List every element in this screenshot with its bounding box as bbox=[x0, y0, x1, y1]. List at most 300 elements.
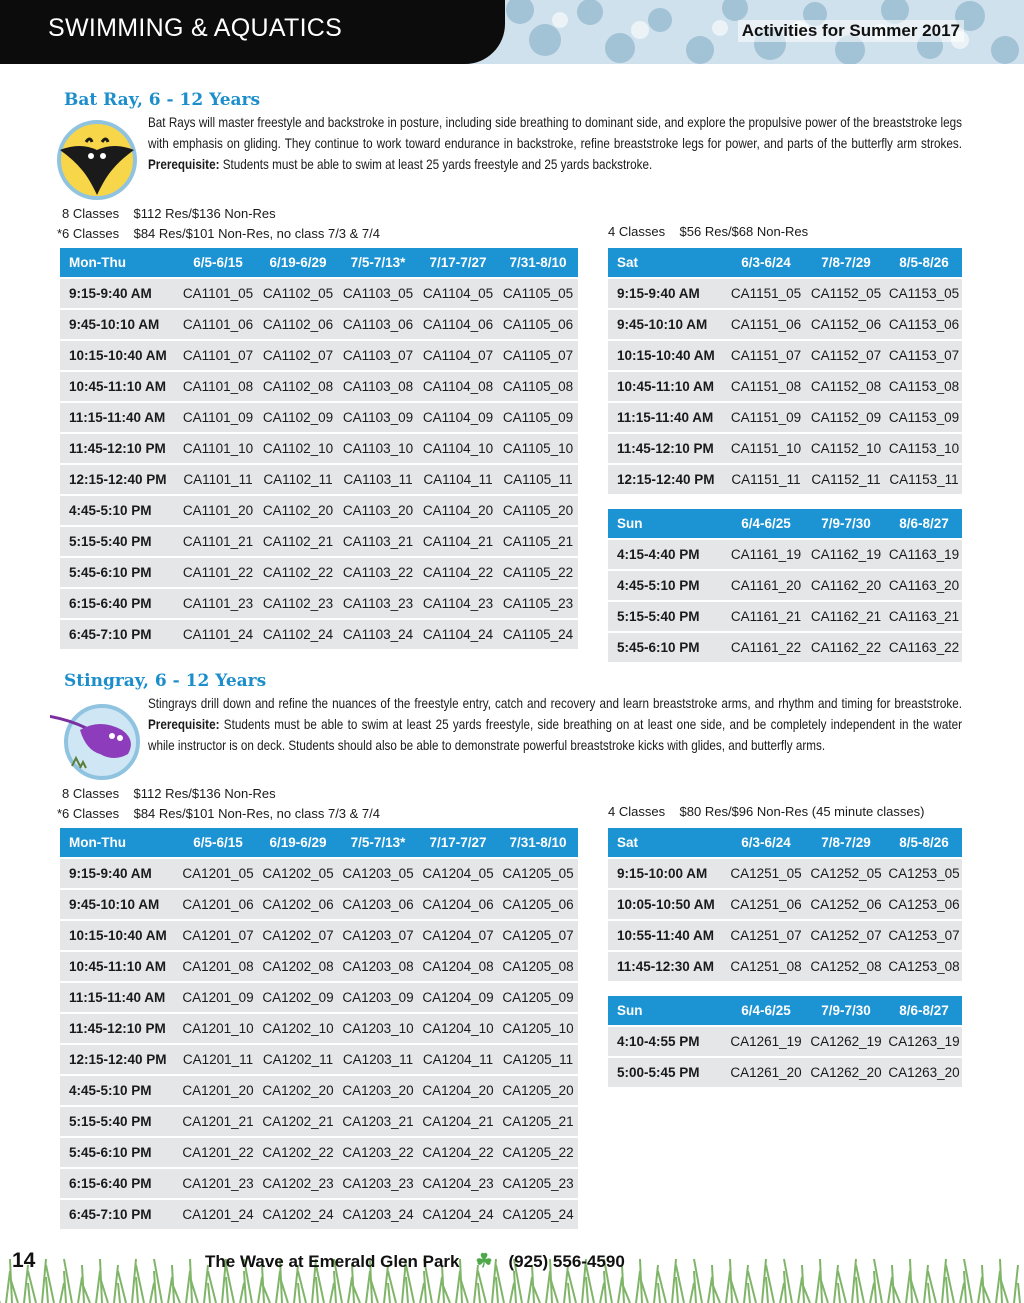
course-code: CA1103_05 bbox=[338, 279, 418, 310]
class-time: 10:15-10:40 AM bbox=[60, 341, 178, 372]
table-row bbox=[608, 859, 962, 890]
course-code: CA1252_08 bbox=[806, 952, 886, 983]
course-code: CA1105_23 bbox=[498, 589, 578, 620]
course-code: CA1151_09 bbox=[726, 403, 806, 434]
day-header: Sat bbox=[608, 828, 726, 859]
course-code: CA1205_06 bbox=[498, 890, 578, 921]
course-code: CA1202_10 bbox=[258, 1014, 338, 1045]
stingray-sunday-schedule bbox=[608, 996, 962, 1089]
course-code: CA1102_06 bbox=[258, 310, 338, 341]
course-code: CA1151_10 bbox=[726, 434, 806, 465]
class-time: 10:05-10:50 AM bbox=[608, 890, 726, 921]
page-header bbox=[0, 0, 1024, 64]
class-time: 6:45-7:10 PM bbox=[60, 1200, 178, 1231]
course-code: CA1101_08 bbox=[178, 372, 258, 403]
course-code: CA1153_08 bbox=[886, 372, 962, 403]
session-date-header: 7/17-7/27 bbox=[418, 248, 498, 279]
course-code: CA1104_05 bbox=[418, 279, 498, 310]
course-code: CA1251_07 bbox=[726, 921, 806, 952]
table-row bbox=[608, 633, 962, 664]
class-time: 9:45-10:10 AM bbox=[608, 310, 726, 341]
table-row bbox=[608, 571, 962, 602]
course-code: CA1104_06 bbox=[418, 310, 498, 341]
course-code: CA1203_20 bbox=[338, 1076, 418, 1107]
course-code: CA1103_10 bbox=[338, 434, 418, 465]
class-time: 11:45-12:30 AM bbox=[608, 952, 726, 983]
course-code: CA1202_20 bbox=[258, 1076, 338, 1107]
table-header-row bbox=[608, 248, 962, 279]
day-header: Sat bbox=[608, 248, 726, 279]
weekday-pricing-line-1: 8 Classes $112 Res/$136 Non-Res bbox=[62, 786, 276, 801]
course-code: CA1102_10 bbox=[258, 434, 338, 465]
course-code: CA1103_20 bbox=[338, 496, 418, 527]
stingray-icon bbox=[50, 700, 145, 780]
class-time: 5:45-6:10 PM bbox=[60, 1138, 178, 1169]
class-time: 4:45-5:10 PM bbox=[60, 1076, 178, 1107]
course-code: CA1104_08 bbox=[418, 372, 498, 403]
table-row bbox=[60, 1169, 578, 1200]
course-code: CA1203_05 bbox=[338, 859, 418, 890]
course-code: CA1104_10 bbox=[418, 434, 498, 465]
course-code: CA1205_11 bbox=[498, 1045, 578, 1076]
course-code: CA1161_20 bbox=[726, 571, 806, 602]
table-row bbox=[60, 372, 578, 403]
table-row bbox=[60, 952, 578, 983]
table-row bbox=[60, 496, 578, 527]
course-code: CA1202_24 bbox=[258, 1200, 338, 1231]
table-row bbox=[60, 859, 578, 890]
course-code: CA1104_21 bbox=[418, 527, 498, 558]
program-title-bat-ray: Bat Ray, 6 - 12 Years bbox=[64, 90, 261, 110]
course-code: CA1201_23 bbox=[178, 1169, 258, 1200]
course-code: CA1105_24 bbox=[498, 620, 578, 651]
course-code: CA1103_07 bbox=[338, 341, 418, 372]
course-code: CA1103_23 bbox=[338, 589, 418, 620]
footer-contact-line bbox=[205, 1250, 625, 1273]
course-code: CA1204_06 bbox=[418, 890, 498, 921]
course-code: CA1203_22 bbox=[338, 1138, 418, 1169]
class-time: 9:45-10:10 AM bbox=[60, 890, 178, 921]
class-time: 11:45-12:10 PM bbox=[60, 434, 178, 465]
course-code: CA1102_23 bbox=[258, 589, 338, 620]
table-row bbox=[60, 465, 578, 496]
course-code: CA1201_20 bbox=[178, 1076, 258, 1107]
course-code: CA1103_08 bbox=[338, 372, 418, 403]
course-code: CA1205_08 bbox=[498, 952, 578, 983]
session-date-header: 7/31-8/10 bbox=[498, 828, 578, 859]
table-row bbox=[60, 1045, 578, 1076]
course-code: CA1201_07 bbox=[178, 921, 258, 952]
class-time: 10:15-10:40 AM bbox=[60, 921, 178, 952]
course-code: CA1161_22 bbox=[726, 633, 806, 664]
course-code: CA1101_20 bbox=[178, 496, 258, 527]
course-code: CA1151_11 bbox=[726, 465, 806, 496]
day-header: Mon-Thu bbox=[60, 828, 178, 859]
course-code: CA1203_24 bbox=[338, 1200, 418, 1231]
table-header-row bbox=[608, 509, 962, 540]
course-code: CA1204_11 bbox=[418, 1045, 498, 1076]
course-code: CA1201_05 bbox=[178, 859, 258, 890]
course-code: CA1202_22 bbox=[258, 1138, 338, 1169]
table-row bbox=[608, 890, 962, 921]
course-code: CA1204_10 bbox=[418, 1014, 498, 1045]
class-time: 4:45-5:10 PM bbox=[608, 571, 726, 602]
session-date-header: 7/8-7/29 bbox=[806, 248, 886, 279]
course-code: CA1203_07 bbox=[338, 921, 418, 952]
table-row bbox=[60, 558, 578, 589]
bat-ray-saturday-schedule bbox=[608, 248, 962, 496]
class-time: 11:15-11:40 AM bbox=[60, 403, 178, 434]
table-row bbox=[608, 403, 962, 434]
stingray-weekday-schedule bbox=[60, 828, 578, 1231]
course-code: CA1263_19 bbox=[886, 1027, 962, 1058]
bat-ray-icon bbox=[50, 120, 145, 200]
course-code: CA1163_21 bbox=[886, 602, 962, 633]
stingray-saturday-schedule bbox=[608, 828, 962, 983]
table-row bbox=[60, 1076, 578, 1107]
course-code: CA1105_11 bbox=[498, 465, 578, 496]
course-code: CA1101_09 bbox=[178, 403, 258, 434]
class-time: 5:15-5:40 PM bbox=[60, 1107, 178, 1138]
class-time: 4:45-5:10 PM bbox=[60, 496, 178, 527]
course-code: CA1101_24 bbox=[178, 620, 258, 651]
course-code: CA1103_22 bbox=[338, 558, 418, 589]
course-code: CA1204_20 bbox=[418, 1076, 498, 1107]
weekday-pricing-line-1: 8 Classes $112 Res/$136 Non-Res bbox=[62, 206, 276, 221]
class-time: 12:15-12:40 PM bbox=[608, 465, 726, 496]
prerequisite-label: Prerequisite: bbox=[148, 717, 220, 732]
course-code: CA1203_21 bbox=[338, 1107, 418, 1138]
prerequisite-label: Prerequisite: bbox=[148, 157, 220, 172]
course-code: CA1205_10 bbox=[498, 1014, 578, 1045]
course-code: CA1153_11 bbox=[886, 465, 962, 496]
session-date-header: 7/5-7/13* bbox=[338, 828, 418, 859]
course-code: CA1202_07 bbox=[258, 921, 338, 952]
course-code: CA1102_21 bbox=[258, 527, 338, 558]
class-time: 6:45-7:10 PM bbox=[60, 620, 178, 651]
table-row bbox=[60, 279, 578, 310]
page-number: 14 bbox=[12, 1249, 36, 1272]
course-code: CA1104_24 bbox=[418, 620, 498, 651]
course-code: CA1162_20 bbox=[806, 571, 886, 602]
course-code: CA1252_07 bbox=[806, 921, 886, 952]
class-time: 9:15-9:40 AM bbox=[608, 279, 726, 310]
course-code: CA1202_06 bbox=[258, 890, 338, 921]
course-code: CA1101_07 bbox=[178, 341, 258, 372]
course-code: CA1101_21 bbox=[178, 527, 258, 558]
course-code: CA1152_11 bbox=[806, 465, 886, 496]
course-code: CA1203_08 bbox=[338, 952, 418, 983]
course-code: CA1105_20 bbox=[498, 496, 578, 527]
course-code: CA1104_22 bbox=[418, 558, 498, 589]
course-code: CA1104_23 bbox=[418, 589, 498, 620]
course-code: CA1202_23 bbox=[258, 1169, 338, 1200]
course-code: CA1161_21 bbox=[726, 602, 806, 633]
course-code: CA1151_08 bbox=[726, 372, 806, 403]
course-code: CA1152_05 bbox=[806, 279, 886, 310]
course-code: CA1105_07 bbox=[498, 341, 578, 372]
class-time: 4:15-4:40 PM bbox=[608, 540, 726, 571]
session-date-header: 6/3-6/24 bbox=[726, 248, 806, 279]
course-code: CA1151_07 bbox=[726, 341, 806, 372]
session-date-header: 6/4-6/25 bbox=[726, 509, 806, 540]
course-code: CA1152_06 bbox=[806, 310, 886, 341]
course-code: CA1202_11 bbox=[258, 1045, 338, 1076]
session-date-header: 6/3-6/24 bbox=[726, 828, 806, 859]
class-time: 9:15-9:40 AM bbox=[60, 859, 178, 890]
class-time: 6:15-6:40 PM bbox=[60, 589, 178, 620]
course-code: CA1104_07 bbox=[418, 341, 498, 372]
course-code: CA1105_21 bbox=[498, 527, 578, 558]
course-code: CA1201_09 bbox=[178, 983, 258, 1014]
course-code: CA1202_05 bbox=[258, 859, 338, 890]
course-code: CA1103_06 bbox=[338, 310, 418, 341]
table-row bbox=[60, 620, 578, 651]
course-code: CA1203_06 bbox=[338, 890, 418, 921]
table-row bbox=[608, 602, 962, 633]
table-row bbox=[60, 1014, 578, 1045]
class-time: 10:45-11:10 AM bbox=[60, 952, 178, 983]
session-date-header: 8/6-8/27 bbox=[886, 509, 962, 540]
day-header: Sun bbox=[608, 996, 726, 1027]
class-time: 5:00-5:45 PM bbox=[608, 1058, 726, 1089]
course-code: CA1151_06 bbox=[726, 310, 806, 341]
course-code: CA1102_09 bbox=[258, 403, 338, 434]
table-row bbox=[608, 1027, 962, 1058]
course-code: CA1161_19 bbox=[726, 540, 806, 571]
course-code: CA1251_05 bbox=[726, 859, 806, 890]
course-code: CA1205_05 bbox=[498, 859, 578, 890]
course-code: CA1102_20 bbox=[258, 496, 338, 527]
class-time: 9:15-10:00 AM bbox=[608, 859, 726, 890]
class-time: 10:15-10:40 AM bbox=[608, 341, 726, 372]
course-code: CA1204_09 bbox=[418, 983, 498, 1014]
weekend-pricing: 4 Classes $56 Res/$68 Non-Res bbox=[608, 224, 809, 239]
course-code: CA1162_19 bbox=[806, 540, 886, 571]
course-code: CA1201_10 bbox=[178, 1014, 258, 1045]
course-code: CA1203_09 bbox=[338, 983, 418, 1014]
course-code: CA1105_08 bbox=[498, 372, 578, 403]
session-date-header: 7/8-7/29 bbox=[806, 828, 886, 859]
course-code: CA1104_09 bbox=[418, 403, 498, 434]
bat-ray-weekday-schedule bbox=[60, 248, 578, 651]
table-row bbox=[608, 434, 962, 465]
table-header-row bbox=[60, 248, 578, 279]
course-code: CA1201_24 bbox=[178, 1200, 258, 1231]
course-code: CA1101_05 bbox=[178, 279, 258, 310]
course-code: CA1203_23 bbox=[338, 1169, 418, 1200]
course-code: CA1105_22 bbox=[498, 558, 578, 589]
course-code: CA1262_20 bbox=[806, 1058, 886, 1089]
session-date-header: 7/17-7/27 bbox=[418, 828, 498, 859]
course-code: CA1201_21 bbox=[178, 1107, 258, 1138]
table-row bbox=[60, 403, 578, 434]
session-date-header: 6/5-6/15 bbox=[178, 248, 258, 279]
session-date-header: 8/5-8/26 bbox=[886, 828, 962, 859]
course-code: CA1204_23 bbox=[418, 1169, 498, 1200]
class-time: 5:45-6:10 PM bbox=[60, 558, 178, 589]
table-header-row bbox=[608, 996, 962, 1027]
table-row bbox=[608, 341, 962, 372]
course-code: CA1162_21 bbox=[806, 602, 886, 633]
course-code: CA1153_07 bbox=[886, 341, 962, 372]
course-code: CA1153_09 bbox=[886, 403, 962, 434]
course-code: CA1251_06 bbox=[726, 890, 806, 921]
course-code: CA1201_08 bbox=[178, 952, 258, 983]
session-date-header: 7/9-7/30 bbox=[806, 996, 886, 1027]
course-code: CA1102_05 bbox=[258, 279, 338, 310]
table-row bbox=[608, 279, 962, 310]
course-code: CA1105_09 bbox=[498, 403, 578, 434]
course-code: CA1153_06 bbox=[886, 310, 962, 341]
course-code: CA1202_21 bbox=[258, 1107, 338, 1138]
table-row bbox=[60, 310, 578, 341]
session-date-header: 8/5-8/26 bbox=[886, 248, 962, 279]
session-date-header: 8/6-8/27 bbox=[886, 996, 962, 1027]
class-time: 10:55-11:40 AM bbox=[608, 921, 726, 952]
class-time: 11:45-12:10 PM bbox=[60, 1014, 178, 1045]
course-code: CA1105_05 bbox=[498, 279, 578, 310]
class-time: 12:15-12:40 PM bbox=[60, 465, 178, 496]
table-row bbox=[608, 465, 962, 496]
weekday-pricing-line-2: *6 Classes $84 Res/$101 Non-Res, no class 7/3 & 7/4 bbox=[57, 806, 381, 821]
table-row bbox=[608, 310, 962, 341]
course-code: CA1205_09 bbox=[498, 983, 578, 1014]
session-date-header: 6/19-6/29 bbox=[258, 828, 338, 859]
table-row bbox=[60, 890, 578, 921]
weekday-pricing-line-2: *6 Classes $84 Res/$101 Non-Res, no class 7/3 & 7/4 bbox=[57, 226, 381, 241]
phone-number: (925) 556-4590 bbox=[508, 1252, 625, 1271]
course-code: CA1205_21 bbox=[498, 1107, 578, 1138]
course-code: CA1203_11 bbox=[338, 1045, 418, 1076]
program-description-stingray: Stingrays drill down and refine the nuances of the freestyle entry, catch and recovery and learn breaststroke arms, and rhythm and timing for breaststroke. Prerequisite: Students must be able to swim at least 25 yards freestyle, side breathing on at least one side, and be completely independent in the water while instructor is on deck. Students should also be able to demonstrate powerful breaststroke kicks with glides, and butterfly arms. bbox=[148, 696, 962, 753]
course-code: CA1204_05 bbox=[418, 859, 498, 890]
course-code: CA1205_22 bbox=[498, 1138, 578, 1169]
page-footer bbox=[0, 1236, 1024, 1303]
table-row bbox=[60, 1107, 578, 1138]
course-code: CA1204_07 bbox=[418, 921, 498, 952]
day-header: Mon-Thu bbox=[60, 248, 178, 279]
class-time: 10:45-11:10 AM bbox=[60, 372, 178, 403]
table-row bbox=[608, 372, 962, 403]
class-time: 6:15-6:40 PM bbox=[60, 1169, 178, 1200]
venue-name: The Wave at Emerald Glen Park bbox=[205, 1252, 460, 1271]
course-code: CA1262_19 bbox=[806, 1027, 886, 1058]
class-time: 11:15-11:40 AM bbox=[60, 983, 178, 1014]
class-time: 4:10-4:55 PM bbox=[608, 1027, 726, 1058]
course-code: CA1252_05 bbox=[806, 859, 886, 890]
course-code: CA1103_09 bbox=[338, 403, 418, 434]
table-row bbox=[60, 1200, 578, 1231]
table-row bbox=[608, 952, 962, 983]
session-date-header: 7/9-7/30 bbox=[806, 509, 886, 540]
course-code: CA1202_08 bbox=[258, 952, 338, 983]
course-code: CA1102_11 bbox=[258, 465, 338, 496]
table-row bbox=[60, 921, 578, 952]
table-row bbox=[60, 589, 578, 620]
course-code: CA1152_09 bbox=[806, 403, 886, 434]
course-code: CA1102_24 bbox=[258, 620, 338, 651]
table-row bbox=[608, 540, 962, 571]
table-row bbox=[60, 983, 578, 1014]
course-code: CA1252_06 bbox=[806, 890, 886, 921]
course-code: CA1201_11 bbox=[178, 1045, 258, 1076]
class-time: 11:15-11:40 AM bbox=[608, 403, 726, 434]
program-description-bat-ray: Bat Rays will master freestyle and backstroke in posture, including side breathing to dominant side, and explore the propulsive power of the breaststroke legs with emphasis on gliding. They continue to work toward endurance in backstroke, refine breaststroke legs for power, and parts of the butterfly arm strokes. Prerequisite: Students must be able to swim at least 25 yards freestyle and 25 yards backstroke. bbox=[148, 115, 962, 172]
course-code: CA1101_06 bbox=[178, 310, 258, 341]
class-time: 9:15-9:40 AM bbox=[60, 279, 178, 310]
course-code: CA1253_08 bbox=[886, 952, 962, 983]
course-code: CA1103_21 bbox=[338, 527, 418, 558]
session-date-header: 6/19-6/29 bbox=[258, 248, 338, 279]
course-code: CA1205_07 bbox=[498, 921, 578, 952]
course-code: CA1253_06 bbox=[886, 890, 962, 921]
table-header-row bbox=[60, 828, 578, 859]
table-row bbox=[60, 341, 578, 372]
course-code: CA1102_08 bbox=[258, 372, 338, 403]
course-code: CA1163_20 bbox=[886, 571, 962, 602]
course-code: CA1204_08 bbox=[418, 952, 498, 983]
course-code: CA1261_20 bbox=[726, 1058, 806, 1089]
course-code: CA1201_22 bbox=[178, 1138, 258, 1169]
table-row bbox=[60, 434, 578, 465]
course-code: CA1101_11 bbox=[178, 465, 258, 496]
class-time: 10:45-11:10 AM bbox=[608, 372, 726, 403]
class-time: 5:45-6:10 PM bbox=[608, 633, 726, 664]
program-title-stingray: Stingray, 6 - 12 Years bbox=[64, 671, 267, 691]
course-code: CA1153_10 bbox=[886, 434, 962, 465]
day-header: Sun bbox=[608, 509, 726, 540]
table-row bbox=[608, 1058, 962, 1089]
class-time: 5:15-5:40 PM bbox=[60, 527, 178, 558]
course-code: CA1162_22 bbox=[806, 633, 886, 664]
season-title: Activities for Summer 2017 bbox=[738, 20, 964, 42]
course-code: CA1102_07 bbox=[258, 341, 338, 372]
course-code: CA1101_10 bbox=[178, 434, 258, 465]
course-code: CA1253_05 bbox=[886, 859, 962, 890]
session-date-header: 7/5-7/13* bbox=[338, 248, 418, 279]
course-code: CA1202_09 bbox=[258, 983, 338, 1014]
class-time: 12:15-12:40 PM bbox=[60, 1045, 178, 1076]
course-code: CA1104_11 bbox=[418, 465, 498, 496]
course-code: CA1152_08 bbox=[806, 372, 886, 403]
class-time: 9:45-10:10 AM bbox=[60, 310, 178, 341]
course-code: CA1153_05 bbox=[886, 279, 962, 310]
weekend-pricing: 4 Classes $80 Res/$96 Non-Res (45 minute classes) bbox=[608, 804, 925, 819]
course-code: CA1263_20 bbox=[886, 1058, 962, 1089]
course-code: CA1253_07 bbox=[886, 921, 962, 952]
section-title: SWIMMING & AQUATICS bbox=[48, 14, 343, 42]
bat-ray-sunday-schedule bbox=[608, 509, 962, 664]
course-code: CA1203_10 bbox=[338, 1014, 418, 1045]
course-code: CA1205_20 bbox=[498, 1076, 578, 1107]
session-date-header: 6/5-6/15 bbox=[178, 828, 258, 859]
course-code: CA1105_10 bbox=[498, 434, 578, 465]
course-code: CA1204_21 bbox=[418, 1107, 498, 1138]
course-code: CA1201_06 bbox=[178, 890, 258, 921]
course-code: CA1261_19 bbox=[726, 1027, 806, 1058]
course-code: CA1204_24 bbox=[418, 1200, 498, 1231]
course-code: CA1103_11 bbox=[338, 465, 418, 496]
class-time: 5:15-5:40 PM bbox=[608, 602, 726, 633]
course-code: CA1103_24 bbox=[338, 620, 418, 651]
class-time: 11:45-12:10 PM bbox=[608, 434, 726, 465]
session-date-header: 7/31-8/10 bbox=[498, 248, 578, 279]
table-row bbox=[60, 527, 578, 558]
course-code: CA1205_24 bbox=[498, 1200, 578, 1231]
course-code: CA1204_22 bbox=[418, 1138, 498, 1169]
course-code: CA1102_22 bbox=[258, 558, 338, 589]
